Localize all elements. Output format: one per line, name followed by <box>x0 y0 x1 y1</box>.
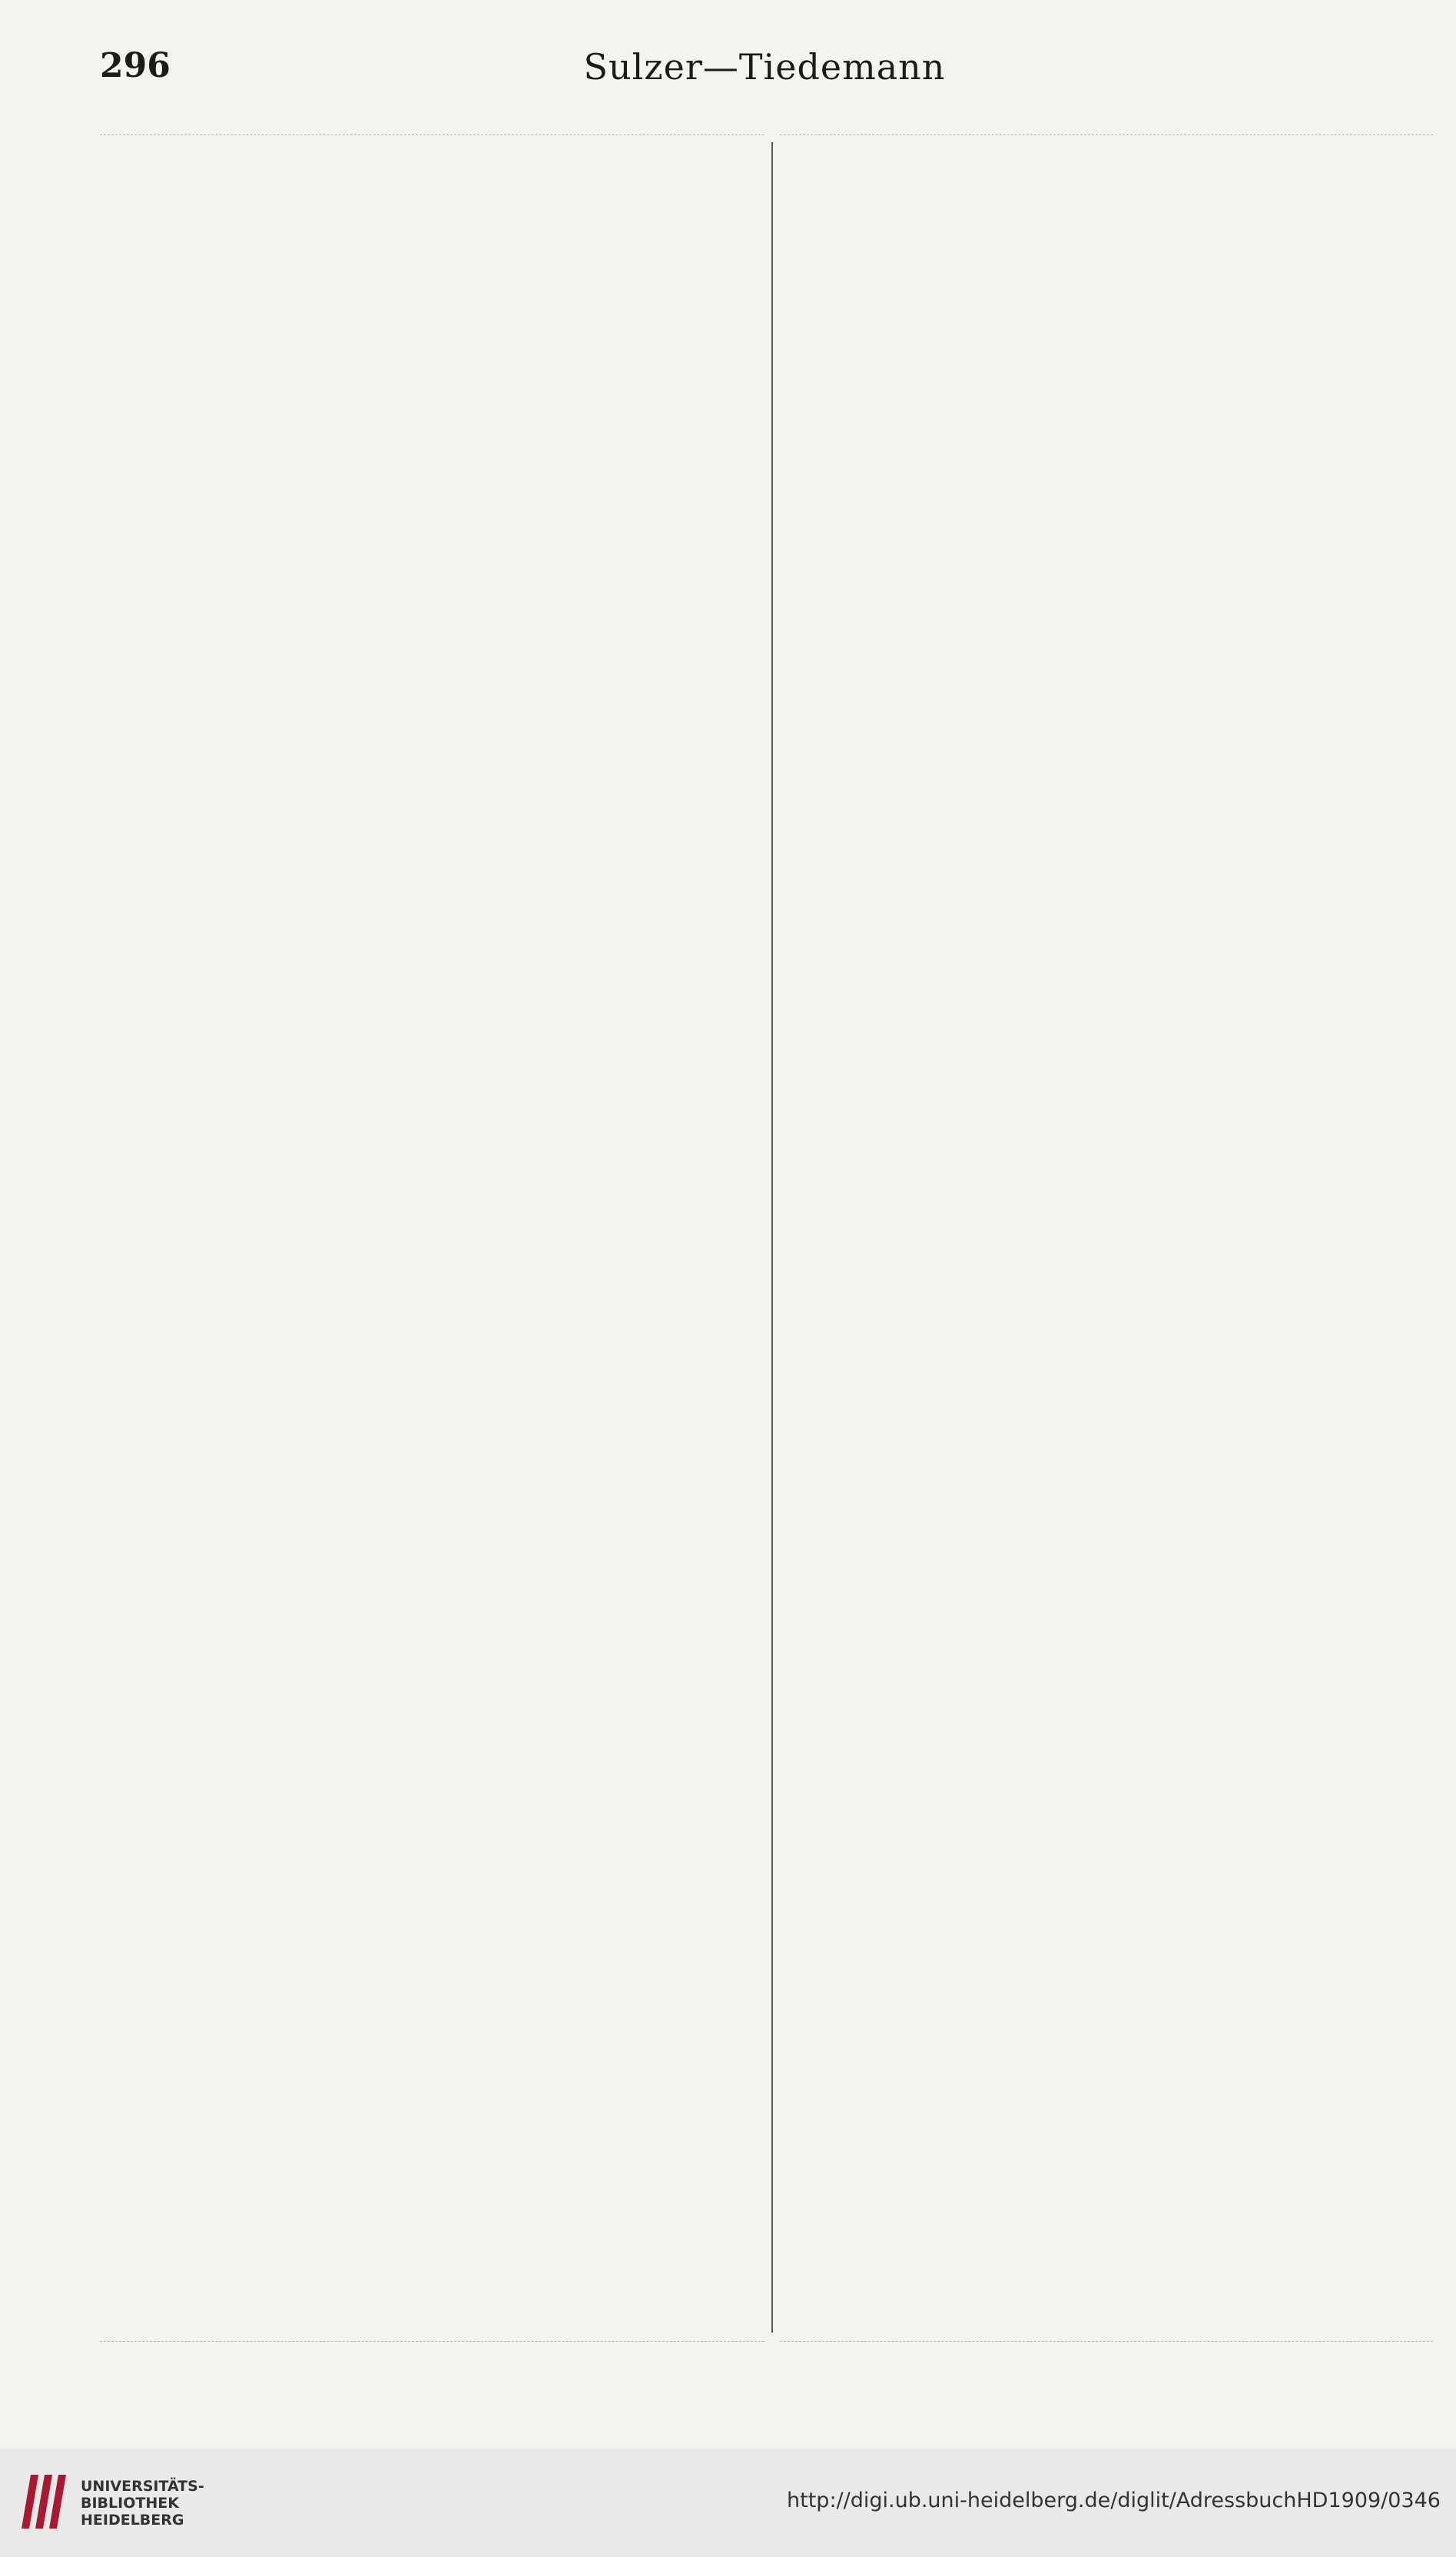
column-divider <box>771 142 773 2333</box>
source-url-link[interactable]: http://digi.ub.uni-heidelberg.de/diglit/AdressbuchHD1909/0346 <box>787 2489 1441 2512</box>
library-logo-icon <box>15 2469 69 2538</box>
running-head: Sulzer—Tiedemann <box>583 46 946 88</box>
right-directory-column <box>780 134 1433 2342</box>
footer-bar <box>0 2449 1456 2557</box>
page-header <box>100 46 1429 92</box>
page-number: 296 <box>100 46 171 85</box>
left-directory-column <box>100 134 764 2342</box>
library-name: UNIVERSITÄTS- BIBLIOTHEK HEIDELBERG <box>81 2478 204 2529</box>
